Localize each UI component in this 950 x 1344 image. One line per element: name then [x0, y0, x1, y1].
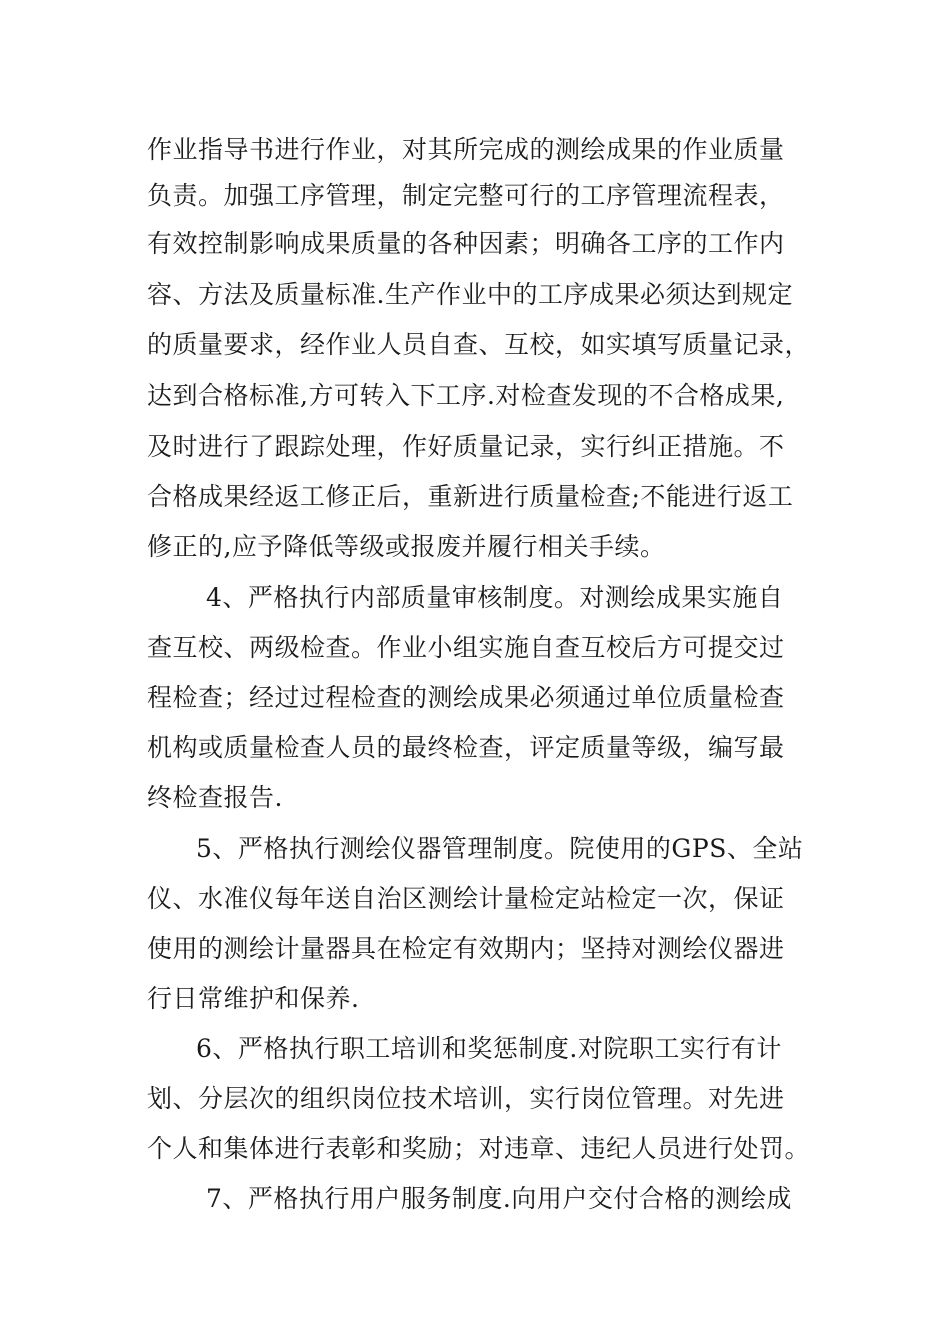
text-line: 程检查；经过过程检查的测绘成果必须通过单位质量检查 [147, 683, 785, 712]
text-line: 机构或质量检查人员的最终检查，评定质量等级，编写最 [147, 733, 785, 762]
paragraph-7-first-line: 7、严格执行用户服务制度.向用户交付合格的测绘成 [206, 1184, 792, 1213]
text-line: 容、方法及质量标准.生产作业中的工序成果必须达到规定 [147, 280, 793, 309]
text-line: 及时进行了跟踪处理，作好质量记录，实行纠正措施。不 [147, 432, 785, 461]
text-line: 的质量要求，经作业人员自查、互校，如实填写质量记录， [147, 330, 811, 359]
text-line: 使用的测绘计量器具在检定有效期内；坚持对测绘仪器进 [147, 934, 785, 963]
text-line: 负责。加强工序管理，制定完整可行的工序管理流程表， [147, 181, 785, 210]
text-line: 合格成果经返工修正后，重新进行质量检查;不能进行返工 [147, 482, 794, 511]
paragraph-6-first-line: 6、严格执行职工培训和奖惩制度.对院职工实行有计 [196, 1034, 782, 1063]
text-line: 仪、水准仪每年送自治区测绘计量检定站检定一次，保证 [147, 884, 785, 913]
text-line: 查互校、两级检查。作业小组实施自查互校后方可提交过 [147, 633, 785, 662]
text-line: 行日常维护和保养. [147, 984, 360, 1013]
paragraph-5-first-line: 5、严格执行测绘仪器管理制度。院使用的GPS、全站 [196, 834, 804, 863]
paragraph-4-first-line: 4、严格执行内部质量审核制度。对测绘成果实施自 [206, 583, 784, 612]
text-line: 达到合格标准,方可转入下工序.对检查发现的不合格成果, [147, 381, 785, 410]
text-line: 终检查报告. [147, 783, 283, 812]
text-line: 作业指导书进行作业，对其所完成的测绘成果的作业质量 [147, 135, 785, 164]
text-line: 个人和集体进行表彰和奖励；对违章、违纪人员进行处罚。 [147, 1134, 811, 1163]
text-line: 划、分层次的组织岗位技术培训，实行岗位管理。对先进 [147, 1084, 785, 1113]
text-line: 修正的,应予降低等级或报废并履行相关手续。 [147, 532, 666, 561]
text-line: 有效控制影响成果质量的各种因素；明确各工序的工作内 [147, 229, 785, 258]
